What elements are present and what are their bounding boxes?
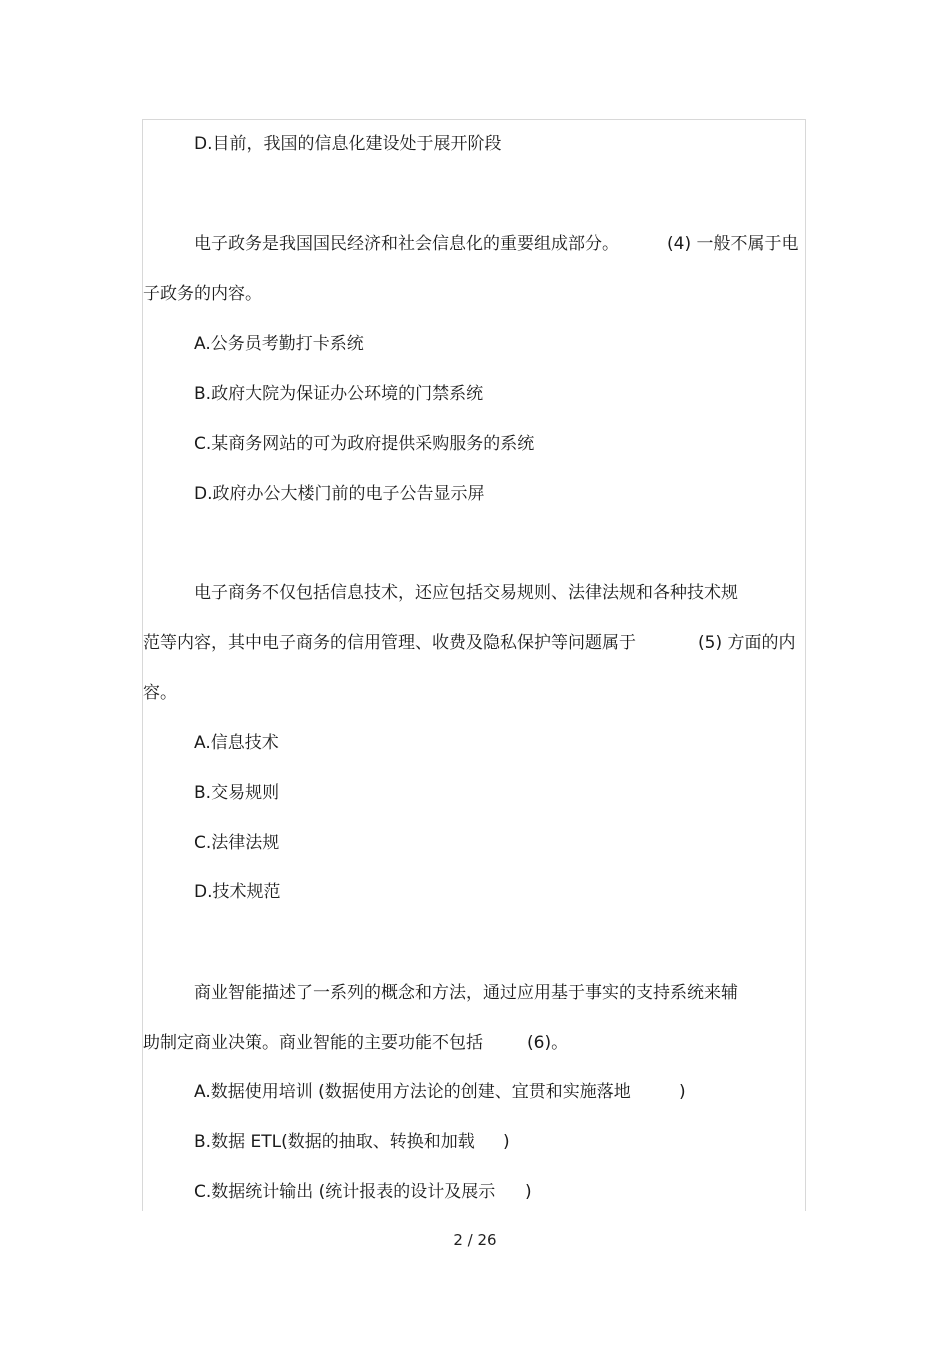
question-5-blank: (5) 方面的内: [698, 633, 796, 653]
question-4-option-c: C.某商务网站的可为政府提供采购服务的系统: [194, 434, 535, 454]
question-4-option-b: B.政府大院为保证办公环境的门禁系统: [194, 384, 484, 404]
question-4-blank: (4) 一般不属于电: [667, 234, 799, 254]
question-6-option-c-close: ): [525, 1182, 532, 1202]
question-6-option-a-close: ): [679, 1082, 686, 1102]
option-d-fragment: D.目前，我国的信息化建设处于展开阶段: [194, 134, 502, 154]
question-5-stem-line-2: 范等内容，其中电子商务的信用管理、收费及隐私保护等问题属于: [143, 633, 636, 653]
question-6-option-b-close: ): [503, 1132, 510, 1152]
question-6-stem-line-2: 助制定商业决策。商业智能的主要功能不包括: [143, 1033, 483, 1053]
question-5-option-c: C.法律法规: [194, 833, 280, 853]
question-6-option-c: C.数据统计输出 (统计报表的设计及展示: [194, 1182, 496, 1202]
question-5-option-b: B.交易规则: [194, 783, 280, 803]
question-5-option-a: A.信息技术: [194, 733, 279, 753]
question-6-blank: (6)。: [527, 1033, 569, 1053]
question-5-option-d: D.技术规范: [194, 882, 281, 902]
question-4-stem-line-2: 子政务的内容。: [143, 284, 262, 304]
question-5-stem-line-1: 电子商务不仅包括信息技术，还应包括交易规则、法律法规和各种技术规: [194, 583, 738, 603]
question-4-stem-line-1: 电子政务是我国国民经济和社会信息化的重要组成部分。: [194, 234, 619, 254]
question-6-option-b: B.数据 ETL(数据的抽取、转换和加载: [194, 1132, 475, 1152]
question-4-option-d: D.政府办公大楼门前的电子公告显示屏: [194, 484, 485, 504]
question-6-stem-line-1: 商业智能描述了一系列的概念和方法，通过应用基于事实的支持系统来辅: [194, 983, 738, 1003]
page-number: 2 / 26: [453, 1231, 497, 1249]
question-6-option-a: A.数据使用培训 (数据使用方法论的创建、宜贯和实施落地: [194, 1082, 631, 1102]
question-5-stem-line-3: 容。: [143, 683, 177, 703]
question-4-option-a: A.公务员考勤打卡系统: [194, 334, 364, 354]
